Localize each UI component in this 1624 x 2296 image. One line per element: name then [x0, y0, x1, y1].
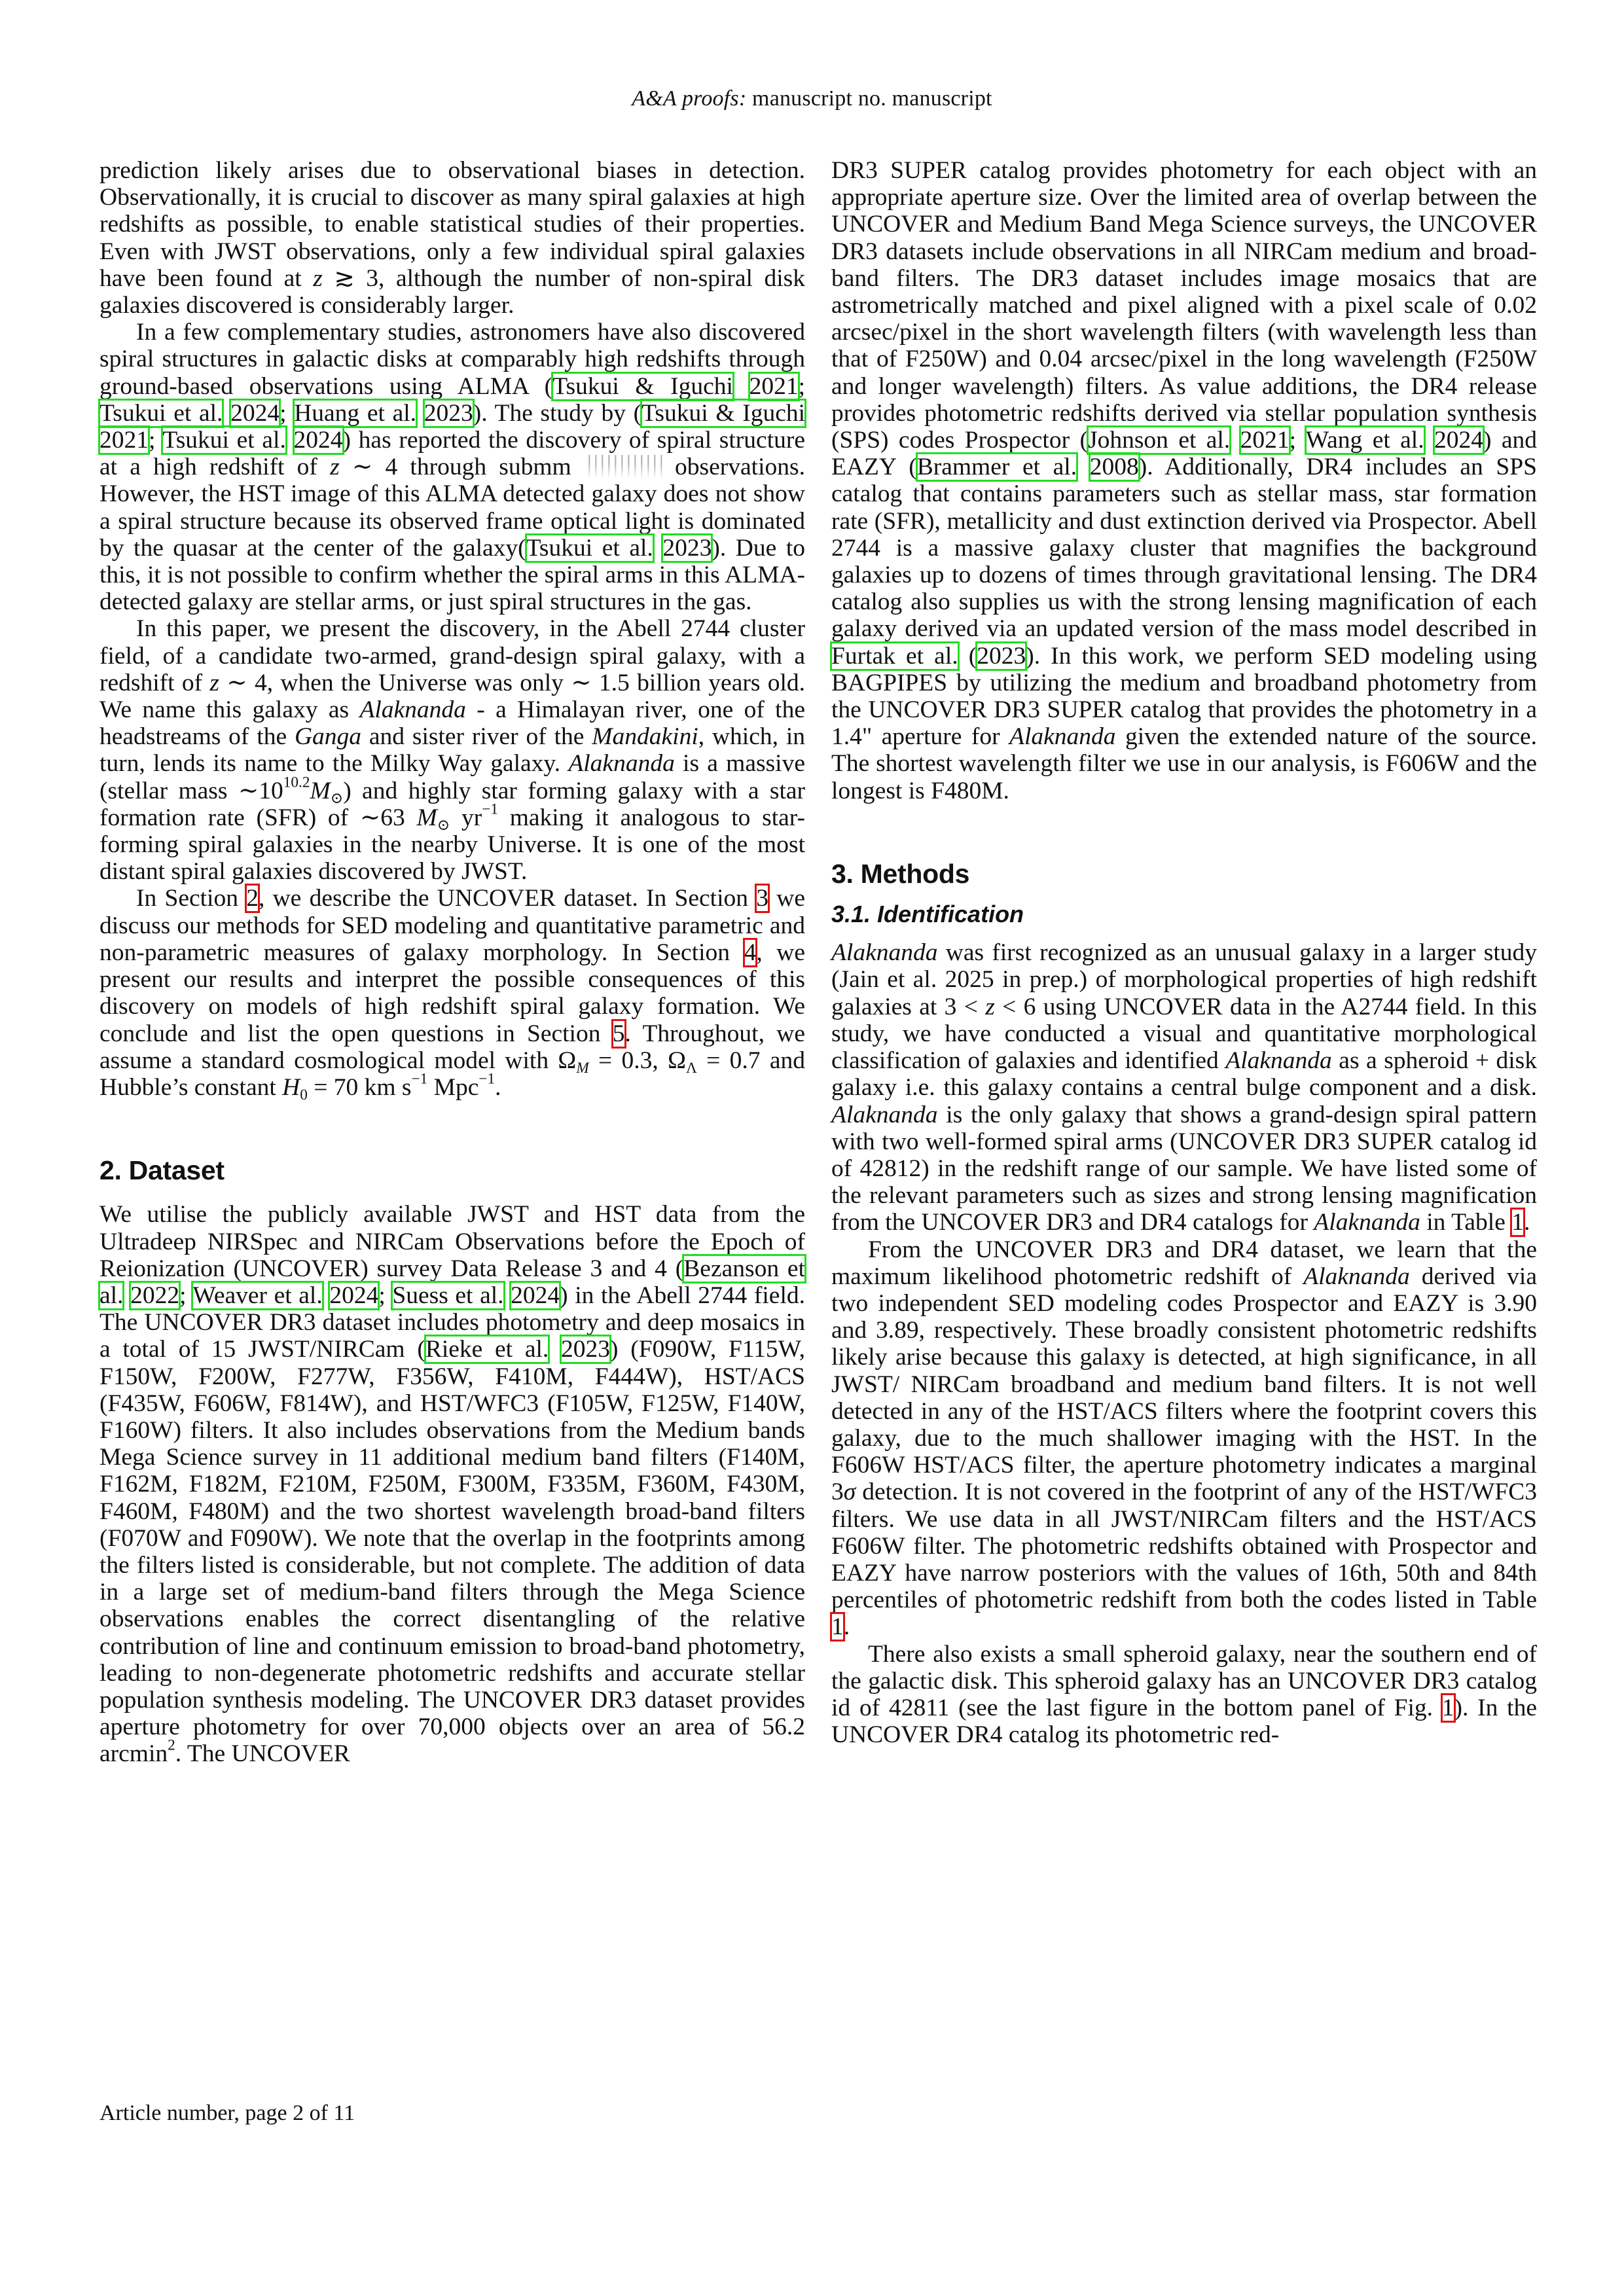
citation-year-2023-b[interactable]: 2023 — [662, 534, 712, 562]
citation-year-2024[interactable]: 2024 — [230, 399, 280, 427]
citation-johnson-2021[interactable]: Johnson et al. — [1087, 427, 1231, 454]
paragraph-intro-4: In Section 2, we describe the UNCOVER dataset. In Section 3 we discuss our methods for SED modeling and quantitative parametric and non-parametric measures of galaxy morphology. In Section 4, we present our results and interpret the possible consequences of this discovery on models of high redshift spiral galaxy formation. We conclude and list the open questions in Section 5. Throughout, we assume a standard cosmological model with $\Omega_M = 0.3$, $\Omega_\Lambda = 0.7$ and Hubble’s constant $H_0 = 70$ km $s^{-1}$ Mpc$^{-1}$. — [99, 885, 805, 1103]
paragraph-identification-2: From the UNCOVER DR3 and DR4 dataset, we learn that the maximum likelihood photometric redshift of Alaknanda derived via two independent SED modeling codes Prospector and EAZY is 3.90 and 3.89, respectively. These broadly consistent photometric redshifts likely arise because this galaxy is detected, at high significance, in all JWST/ NIRCam broadband and medium band filters. It is not well detected in any of the HST/ACS filters where the footprint covers this galaxy, due to the much shallower imaging with the HST. In the F606W HST/ACS filter, the aperture photometry indicates a marginal 3σ detection. It is not covered in the footprint of any of the HST/WFC3 filters. We use data in all JWST/NIRCam filters and the HST/ACS F606W filter. The photometric redshifts obtained with Prospector and EAZY have narrow posteriors with the values of 16th, 50th and 84th percentiles of photometric redshift from both the codes listed in Table 1. — [831, 1236, 1537, 1641]
citation-year-2022[interactable]: 2022 — [130, 1282, 180, 1309]
citation-year-2021-c[interactable]: 2021 — [1240, 427, 1290, 454]
journal-name: A&A proofs: — [632, 86, 747, 111]
citation-year-2024-e[interactable]: 2024 — [1434, 427, 1483, 454]
citation-bezanson-2022[interactable]: Bezanson et al. — [99, 1255, 805, 1309]
section-ref-5[interactable]: 5 — [612, 1020, 625, 1047]
section-ref-3[interactable]: 3 — [756, 885, 769, 912]
citation-year-2008[interactable]: 2008 — [1089, 454, 1139, 481]
subsection-heading-identification: 3.1. Identification — [831, 901, 1024, 928]
left-column — [99, 157, 805, 1768]
galaxy-name: Alaknanda — [1303, 1263, 1410, 1290]
galaxy-name: Alaknanda — [568, 750, 675, 778]
citation-year-2021[interactable]: 2021 — [749, 372, 799, 400]
citation-furtak-2023[interactable]: Furtak et al. — [831, 642, 958, 670]
citation-tsukui-iguchi-2021[interactable]: Tsukui & Iguchi — [552, 372, 733, 400]
page-footer: Article number, page 2 of 11 — [99, 2101, 355, 2125]
citation-tsukui-2023[interactable]: Tsukui et al. — [526, 534, 653, 562]
redacted-smudge-artifact — [584, 455, 662, 478]
citation-wang-2024[interactable]: Wang et al. — [1305, 427, 1424, 454]
section-heading-methods: 3. Methods — [831, 858, 970, 889]
galaxy-name: Alaknanda — [831, 1101, 938, 1128]
figure-ref-1[interactable]: 1 — [1441, 1694, 1454, 1721]
paragraph-identification-3: There also exists a small spheroid galaxy, near the southern end of the galactic disk. This spheroid galaxy has an UNCOVER DR3 catalog id of 42811 (see the last figure in the bottom panel of Fig. 1). In the UNCOVER DR4 catalog its photometric red- — [831, 1640, 1537, 1749]
citation-tsukui-2024[interactable]: Tsukui et al. — [99, 399, 223, 427]
table-ref-1[interactable]: 1 — [1511, 1209, 1524, 1236]
right-column — [831, 157, 1537, 1748]
table-ref-1-b[interactable]: 1 — [831, 1613, 844, 1641]
section-heading-dataset: 2. Dataset — [99, 1155, 225, 1186]
citation-year-2023-c[interactable]: 2023 — [561, 1336, 611, 1363]
citation-huang-2023[interactable]: Huang et al. — [294, 399, 417, 427]
citation-year-2024-b[interactable]: 2024 — [293, 427, 343, 454]
galaxy-name: Alaknanda — [1314, 1209, 1420, 1236]
section-ref-4[interactable]: 4 — [744, 939, 757, 966]
paragraph-dataset-1: We utilise the publicly available JWST and HST data from the Ultradeep NIRSpec and NIRCam Observations before the Epoch of Reionization (UNCOVER) survey Data Release 3 and 4 (Bezanson et al. 2022; Weaver et al. 2024; Suess et al. 2024) in the Abell 2744 field. The UNCOVER DR3 dataset includes photometry and deep mosaics in a total of 15 JWST/NIRCam (Rieke et al. 2023) (F090W, F115W, F150W, F200W, F277W, F356W, F410M, F444W), HST/ACS (F435W, F606W, F814W), and HST/WFC3 (F105W, F125W, F140W, F160W) filters. It also includes observations from the Medium bands Mega Science survey in 11 additional medium band filters (F140M, F162M, F182M, F210M, F250M, F300M, F335M, F360M, F430M, F460M, F480M) and the two shortest wavelength broad-band filters (F070W and F090W). We note that the overlap in the footprints among the filters listed is considerable, but not complete. The addition of data in a large set of medium-band filters through the Mega Science observations enables the correct disentangling of the relative contribution of line and continuum emission to broad-band photometry, leading to non-degenerate photometric redshifts and accurate stellar population synthesis modeling. The UNCOVER DR3 dataset provides aperture photometry for over 70,000 objects over an area of 56.2 arcmin$^2$. The UNCOVER — [99, 1201, 805, 1768]
galaxy-name: Alaknanda — [359, 696, 466, 724]
citation-rieke-2023[interactable]: Rieke et al. — [425, 1336, 549, 1363]
citation-suess-2024[interactable]: Suess et al. — [392, 1282, 504, 1309]
citation-weaver-2024[interactable]: Weaver et al. — [192, 1282, 323, 1309]
citation-tsukui-iguchi-2021-b[interactable]: Tsukui & Iguchi — [641, 399, 806, 427]
galaxy-name: Alaknanda — [831, 939, 938, 967]
citation-year-2021-b[interactable]: 2021 — [99, 427, 149, 454]
galaxy-name: Alaknanda — [1009, 723, 1116, 751]
citation-tsukui-2024-b[interactable]: Tsukui et al. — [162, 427, 286, 454]
running-head — [0, 86, 1624, 111]
paragraph-dataset-2: DR3 SUPER catalog provides photometry for each object with an appropriate aperture size. Over the limited area of overlap between the UNCOVER and Medium Band Mega Science surveys, the UNCOVER DR3 datasets include observations in all NIRCam medium and broad-band filters. The DR3 dataset includes image mosaics that are astrometrically matched and pixel aligned with a pixel scale of 0.02 arcsec/pixel in the short wavelength filters (with wavelength less than that of F250W) and 0.04 arcsec/pixel in the long wavelength (F250W and longer wavelength) filters. As value additions, the DR4 release provides photometric redshifts derived via stellar population synthesis (SPS) codes Prospector (Johnson et al. 2021; Wang et al. 2024) and EAZY (Brammer et al. 2008). Additionally, DR4 includes an SPS catalog that contains parameters such as stellar mass, star formation rate (SFR), metallicity and dust extinction derived via Prospector. Abell 2744 is a massive galaxy cluster that magnifies the background galaxies up to dozens of times through gravitational lensing. The DR4 catalog also supplies us with the strong lensing magnification of each galaxy derived via an updated version of the mass model described in Furtak et al. (2023). In this work, we perform SED modeling using BAGPIPES by utilizing the medium and broadband photometry from the UNCOVER DR3 SUPER catalog that provides the photometry in a 1.4" aperture for Alaknanda given the extended nature of the source. The shortest wavelength filter we use in our analysis, is F606W and the longest is F480M. — [831, 157, 1538, 804]
galaxy-name: Alaknanda — [1225, 1047, 1332, 1075]
section-ref-2[interactable]: 2 — [246, 885, 259, 912]
citation-year-2023[interactable]: 2023 — [424, 399, 473, 427]
manuscript-label: manuscript no. manuscript — [752, 86, 992, 111]
citation-year-2024-d[interactable]: 2024 — [511, 1282, 560, 1309]
paragraph-intro-3: In this paper, we present the discovery, in the Abell 2744 cluster field, of a candidate two-armed, grand-design spiral galaxy, with a redshift of z ∼ 4, when the Universe was only ∼ 1.5 billion years old. We name this galaxy as Alaknanda - a Himalayan river, one of the headstreams of the Ganga and sister river of the Mandakini, which, in turn, lends its name to the Milky Way galaxy. Alaknanda is a massive (stellar mass $\sim 10^{10.2}M_⊙$) and highly star forming galaxy with a star formation rate (SFR) of ∼63 $M_⊙$ $yr^{-1}$ making it analogous to star-forming spiral galaxies in the nearby Universe. It is one of the most distant spiral galaxies discovered by JWST. — [99, 615, 806, 886]
citation-year-2024-c[interactable]: 2024 — [329, 1282, 379, 1309]
citation-brammer-2008[interactable]: Brammer et al. — [916, 454, 1077, 481]
paragraph-identification-1: Alaknanda was first recognized as an unusual galaxy in a larger study (Jain et al. 2025 in prep.) of morphological properties of high redshift galaxies at 3 < z < 6 using UNCOVER data in the A2744 field. In this study, we have conducted a visual and quantitative morphological classification of galaxies and identified Alaknanda as a spheroid + disk galaxy i.e. this galaxy contains a central bulge component and a disk. Alaknanda is the only galaxy that shows a grand-design spiral pattern with two well-formed spiral arms (UNCOVER DR3 SUPER catalog id of 42812) in the redshift range of our sample. We have listed some of the relevant parameters such as sizes and strong lensing magnification from the UNCOVER DR3 and DR4 catalogs for Alaknanda in Table 1. — [831, 939, 1537, 1236]
citation-year-2023-d[interactable]: 2023 — [977, 642, 1026, 670]
paragraph-intro-1: prediction likely arises due to observational biases in detection. Observationally, it is crucial to discover as many spiral galaxies at high redshifts as possible, to enable statistical studies of their properties. Even with JWST observations, only a few individual spiral galaxies have been found at z ≳ 3, although the number of non-spiral disk galaxies discovered is considerably larger. — [99, 157, 805, 319]
paragraph-intro-2: In a few complementary studies, astronomers have also discovered spiral structures in galactic disks at comparably high redshifts through ground-based observations using ALMA (Tsukui & Iguchi 2021; Tsukui et al. 2024; Huang et al. 2023). The study by (Tsukui & Iguchi 2021; Tsukui et al. 2024) has reported the discovery of spiral structure at a high redshift of z ∼ 4 through submm observations. However, the HST image of this ALMA detected galaxy does not show a spiral structure because its observed frame optical light is dominated by the quasar at the center of the galaxy(Tsukui et al. 2023). Due to this, it is not possible to confirm whether the spiral arms in this ALMA-detected galaxy are stellar arms, or just spiral structures in the gas. — [99, 319, 806, 616]
